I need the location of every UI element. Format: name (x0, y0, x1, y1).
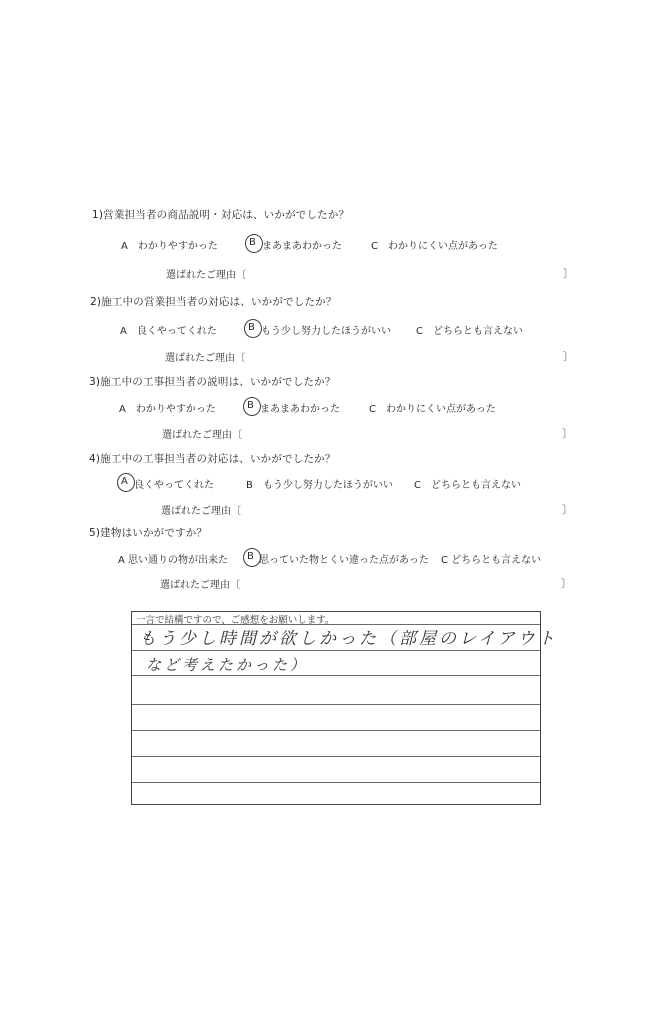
question-2-reason-bracket: 〕 (563, 350, 574, 363)
question-1-option-b-letter: B (249, 237, 256, 248)
comment-line (132, 782, 540, 783)
question-5-option-c: C どちらとも言えない (441, 555, 542, 566)
question-3-option-b-letter: B (247, 400, 254, 411)
question-2-reason-label: 選ばれたご理由〔 (165, 353, 245, 364)
comment-line (132, 756, 540, 757)
question-2-option-b: もう少し努力したほうがいい (261, 326, 391, 337)
question-4-option-a: 良くやってくれた (134, 480, 214, 491)
comment-line (132, 730, 540, 731)
question-5-option-b: 思っていた物とくい違った点があった (259, 555, 429, 566)
comment-line (132, 650, 540, 651)
question-5-reason-label: 選ばれたご理由〔 (160, 580, 240, 591)
question-3-option-a: A わかりやすかった (119, 404, 216, 415)
question-1-title: 1)営業担当者の商品説明・対応は、いかがでしたか？ (92, 209, 350, 221)
question-1-reason-label: 選ばれたご理由〔 (166, 270, 246, 281)
question-4-reason-label: 選ばれたご理由〔 (161, 506, 241, 517)
question-2-title: 2)施工中の営業担当者の対応は、いかがでしたか？ (90, 296, 337, 308)
question-4-reason-bracket: 〕 (562, 503, 573, 516)
question-1-option-c: C わかりにくい点があった (371, 241, 498, 252)
question-4-option-c: C どちらとも言えない (414, 480, 521, 491)
handwritten-comment-line-2: など考えたかった） (146, 656, 309, 674)
question-4-option-b: B もう少し努力したほうがいい (246, 480, 393, 491)
question-3-option-c: C わかりにくい点があった (369, 404, 496, 415)
comment-line (132, 675, 540, 676)
comment-line (132, 704, 540, 705)
question-5-reason-bracket: 〕 (561, 577, 572, 590)
question-1-reason-bracket: 〕 (563, 267, 574, 280)
question-1-option-a: A わかりやすかった (121, 241, 218, 252)
question-3-title: 3)施工中の工事担当者の説明は、いかがでしたか？ (89, 376, 336, 388)
question-3-reason-bracket: 〕 (562, 427, 573, 440)
question-5-option-a: A 思い通りの物が出来た (118, 555, 229, 566)
question-1-option-b: まあまあわかった (262, 241, 342, 252)
question-3-reason-label: 選ばれたご理由〔 (162, 430, 242, 441)
question-2-option-b-letter: B (248, 322, 255, 333)
question-3-option-b: まあまあわかった (260, 404, 340, 415)
question-4-option-a-letter: A (121, 476, 128, 487)
question-4-title: 4)施工中の工事担当者の対応は、いかがでしたか？ (89, 453, 336, 465)
question-5-title: 5)建物はいかがですか？ (89, 527, 208, 539)
handwritten-comment-line-1: もう少し時間が欲しかった（部屋のレイアウト (139, 629, 558, 649)
question-2-option-c: C どちらとも言えない (416, 326, 523, 337)
comment-box (131, 611, 558, 805)
comment-box-header: 一言で結構ですので、ご感想をお願いします。 (136, 615, 335, 626)
question-5-option-b-letter: B (247, 551, 254, 562)
question-2-option-a: A 良くやってくれた (120, 326, 217, 337)
